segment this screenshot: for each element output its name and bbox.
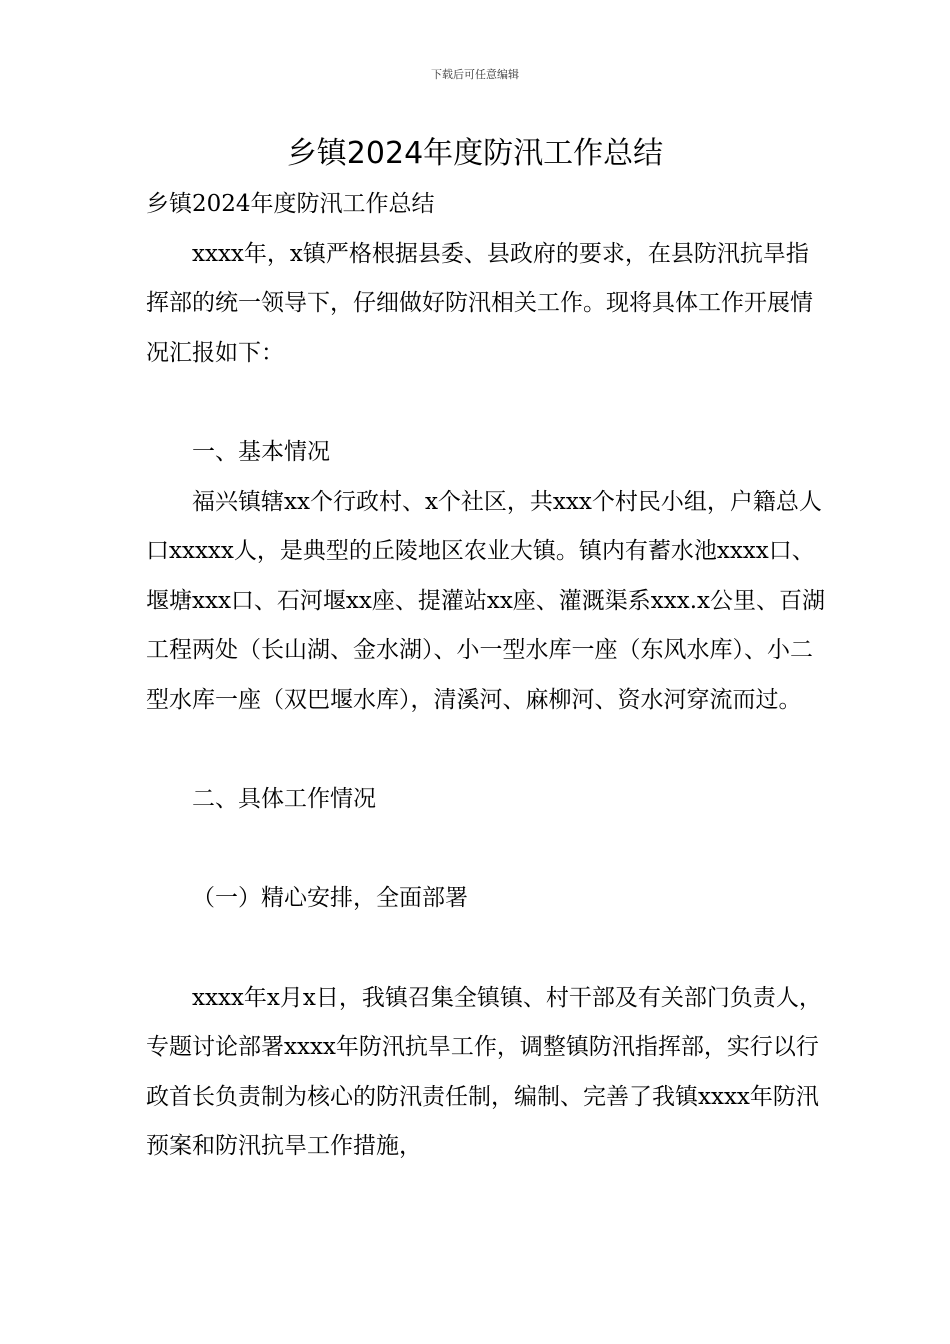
paragraph-gap <box>146 726 826 776</box>
intro-paragraph: xxxx年，x镇严格根据县委、县政府的要求，在县防汛抗旱指挥部的统一领导下，仔细做好防汛相关工作。现将具体工作开展情况汇报如下： <box>146 240 813 366</box>
header-note: 下载后可任意编辑 <box>431 68 519 81</box>
paragraph-gap <box>146 825 826 875</box>
section2-sub1-paragraph: xxxx年x月x日，我镇召集全镇镇、村干部及有关部门负责人，专题讨论部署xxxx年防汛抗旱工作，调整镇防汛指挥部，实行以行政首长负责制为核心的防汛责任制，编制、完善了我镇xxxx年防汛预案和防汛抗旱工作措施， <box>146 984 822 1160</box>
section1-heading: 一、基本情况 <box>192 438 330 465</box>
paragraph-gap <box>146 378 826 428</box>
document-title: 乡镇2024年度防汛工作总结 <box>286 136 664 171</box>
paragraph-gap <box>146 924 826 974</box>
section2-heading: 二、具体工作情况 <box>192 786 376 813</box>
document-body <box>146 180 826 1172</box>
section1-paragraph: 福兴镇辖xx个行政村、x个社区，共xxx个村民小组，户籍总人口xxxxx人，是典型的丘陵地区农业大镇。镇内有蓄水池xxxx口、堰塘xxx口、石河堰xx座、提灌站xx座、灌溉渠系xxx.x公里、百湖工程两处（长山湖、金水湖）、小一型水库一座（东风水库）、小二型水库一座（双巴堰水库），清溪河、麻柳河、资水河穿流而过。 <box>146 488 825 713</box>
section2-sub1-heading: （一）精心安排，全面部署 <box>192 885 468 912</box>
document-subtitle: 乡镇2024年度防汛工作总结 <box>146 191 435 217</box>
